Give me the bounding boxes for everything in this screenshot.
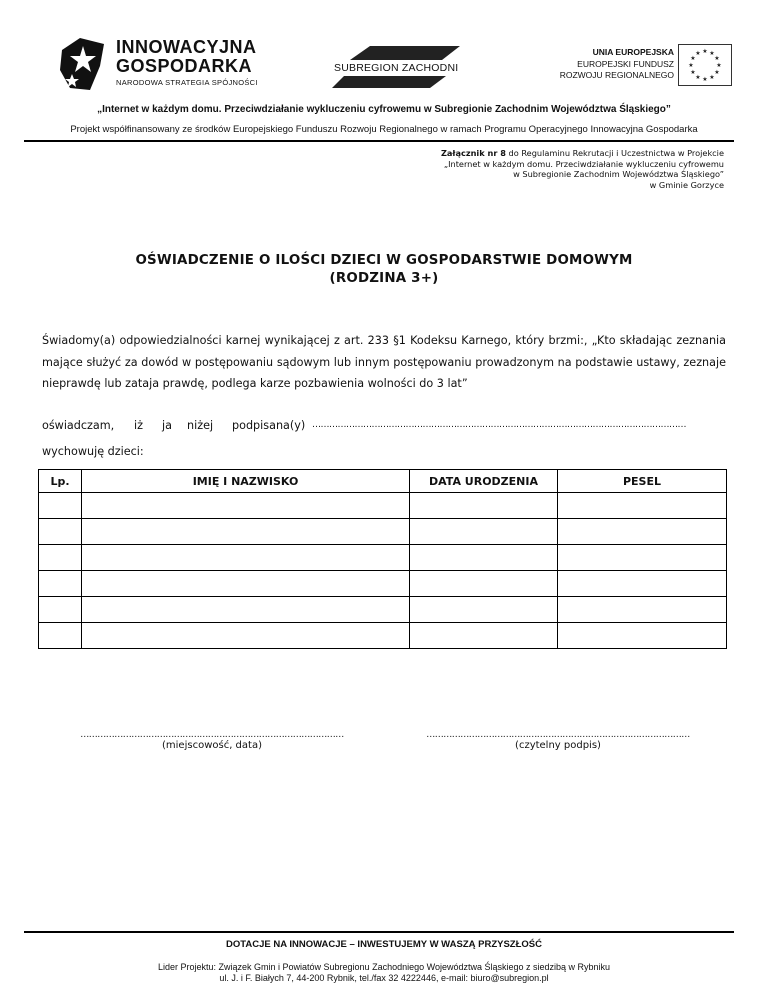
declaration-word-2: iż <box>134 419 143 432</box>
declaration-word-3: ja <box>162 419 172 432</box>
logo-eu-line1: UNIA EUROPEJSKA <box>592 47 674 57</box>
table-row <box>39 597 727 623</box>
cell-name[interactable] <box>82 623 410 649</box>
svg-text:★: ★ <box>716 62 722 69</box>
cell-lp[interactable] <box>39 597 82 623</box>
attachment-line3: w Subregionie Zachodnim Województwa Śląskiego” <box>513 169 724 179</box>
svg-text:★: ★ <box>714 69 720 76</box>
place-date-label: (miejscowość, data) <box>162 740 262 751</box>
declaration-name-field[interactable]: …………………………………………………………………………………………………………………… <box>312 420 686 430</box>
svg-text:★: ★ <box>709 74 715 81</box>
logo-eu-line2: EUROPEJSKI FUNDUSZ <box>577 59 674 69</box>
footer-line2: ul. J. i F. Białych 7, 44-200 Rybnik, tel./fax 32 4222446, e-mail: biuro@subregion.pl <box>219 973 549 983</box>
document-title <box>0 252 768 288</box>
attachment-line4: w Gminie Gorzyce <box>649 179 724 190</box>
document-title-line2: (RODZINA 3+) <box>329 271 439 286</box>
table-row <box>39 519 727 545</box>
cell-pesel[interactable] <box>558 519 727 545</box>
project-title: „Internet w każdym domu. Przeciwdziałanie wykluczeniu cyfrowemu w Subregionie Zachodnim Województwa Śląskiego” <box>97 104 671 115</box>
logo-subregion-text: SUBREGION ZACHODNI <box>334 62 459 74</box>
attachment-number: Załącznik nr 8 <box>440 148 506 158</box>
footer-slogan: DOTACJE NA INNOWACJE – INWESTUJEMY W WASZĄ PRZYSZŁOŚĆ <box>226 939 542 950</box>
cell-birthdate[interactable] <box>410 571 558 597</box>
svg-text:★: ★ <box>695 50 701 57</box>
signature-label: (czytelny podpis) <box>515 740 601 751</box>
logo-unia-europejska <box>536 40 732 96</box>
col-header-name: IMIĘ I NAZWISKO <box>82 470 410 493</box>
cell-pesel[interactable] <box>558 493 727 519</box>
cell-birthdate[interactable] <box>410 545 558 571</box>
svg-text:★: ★ <box>688 62 694 69</box>
eu-flag-icon <box>678 44 732 86</box>
signature-field[interactable]: ………………………………………………………………………………… <box>426 730 690 740</box>
innowacyjna-star-icon <box>60 36 106 92</box>
cell-name[interactable] <box>82 597 410 623</box>
header-divider <box>24 140 734 142</box>
col-header-lp: Lp. <box>39 470 82 493</box>
cell-pesel[interactable] <box>558 571 727 597</box>
cell-birthdate[interactable] <box>410 519 558 545</box>
table-row <box>39 571 727 597</box>
logo-innowacyjna-line2: GOSPODARKA <box>116 56 253 76</box>
svg-text:★: ★ <box>690 69 696 76</box>
cell-name[interactable] <box>82 571 410 597</box>
logo-innowacyjna-gospodarka <box>60 36 270 92</box>
children-table <box>38 469 727 649</box>
readable-signature <box>408 730 708 751</box>
attachment-line1-rest: do Regulaminu Rekrutacji i Uczestnictwa w Projekcie <box>505 148 724 158</box>
footer-divider <box>24 931 734 933</box>
cell-pesel[interactable] <box>558 545 727 571</box>
cell-lp[interactable] <box>39 493 82 519</box>
declaration-word-5: podpisana(y) <box>232 419 306 432</box>
col-header-birthdate: DATA URODZENIA <box>410 470 558 493</box>
cell-lp[interactable] <box>39 623 82 649</box>
table-row <box>39 623 727 649</box>
declaration-word-1: oświadczam, <box>42 419 115 432</box>
footer-contact <box>0 962 768 984</box>
place-date-signature <box>62 730 362 751</box>
attachment-note <box>304 148 724 190</box>
cell-pesel[interactable] <box>558 623 727 649</box>
table-row <box>39 545 727 571</box>
logo-subregion-zachodni <box>330 44 462 88</box>
logo-innowacyjna-line1: INNOWACYJNA <box>116 37 257 57</box>
col-header-pesel: PESEL <box>558 470 727 493</box>
table-header-row <box>39 470 727 493</box>
document-title-line1: OŚWIADCZENIE O ILOŚCI DZIECI W GOSPODARSTWIE DOMOWYM <box>135 253 633 268</box>
svg-text:★: ★ <box>709 50 715 57</box>
table-row <box>39 493 727 519</box>
cell-lp[interactable] <box>39 571 82 597</box>
svg-text:★: ★ <box>714 55 720 62</box>
cell-birthdate[interactable] <box>410 623 558 649</box>
children-line: wychowuję dzieci: <box>42 445 144 458</box>
declaration-word-4: niżej <box>187 419 214 432</box>
legal-paragraph: Świadomy(a) odpowiedzialności karnej wynikającej z art. 233 §1 Kodeksu Karnego, który brzmi:, „Kto składając zeznania mające służyć za dowód w postępowaniu sądowym lub innym postępowaniu prowadzonym na podstawie ustawy, zeznaje nieprawdę lub zataja prawdę, podlega karze pozbawienia wolności do 3 lat” <box>42 334 726 390</box>
cell-pesel[interactable] <box>558 597 727 623</box>
footer-line1: Lider Projektu: Związek Gmin i Powiatów Subregionu Zachodniego Województwa Śląskiego z siedzibą w Rybniku <box>157 962 611 972</box>
attachment-line1 <box>304 148 724 159</box>
logo-innowacyjna-line3: NARODOWA STRATEGIA SPÓJNOŚCI <box>116 78 258 87</box>
cell-lp[interactable] <box>39 545 82 571</box>
cell-birthdate[interactable] <box>410 597 558 623</box>
attachment-line2: „Internet w każdym domu. Przeciwdziałanie wykluczeniu cyfrowemu <box>443 158 724 169</box>
cell-name[interactable] <box>82 545 410 571</box>
logo-eu-line3: ROZWOJU REGIONALNEGO <box>559 70 674 80</box>
svg-text:★: ★ <box>702 76 708 83</box>
svg-text:★: ★ <box>702 48 708 55</box>
cofinancing-note: Projekt współfinansowany ze środków Europejskiego Funduszu Rozwoju Regionalnego w ramach Programu Operacyjnego Innowacyjna Gospodarka <box>70 124 698 135</box>
cell-name[interactable] <box>82 519 410 545</box>
cell-birthdate[interactable] <box>410 493 558 519</box>
place-date-field[interactable]: ………………………………………………………………………………… <box>80 730 344 740</box>
cell-name[interactable] <box>82 493 410 519</box>
svg-text:★: ★ <box>695 74 701 81</box>
cell-lp[interactable] <box>39 519 82 545</box>
svg-text:★: ★ <box>690 55 696 62</box>
